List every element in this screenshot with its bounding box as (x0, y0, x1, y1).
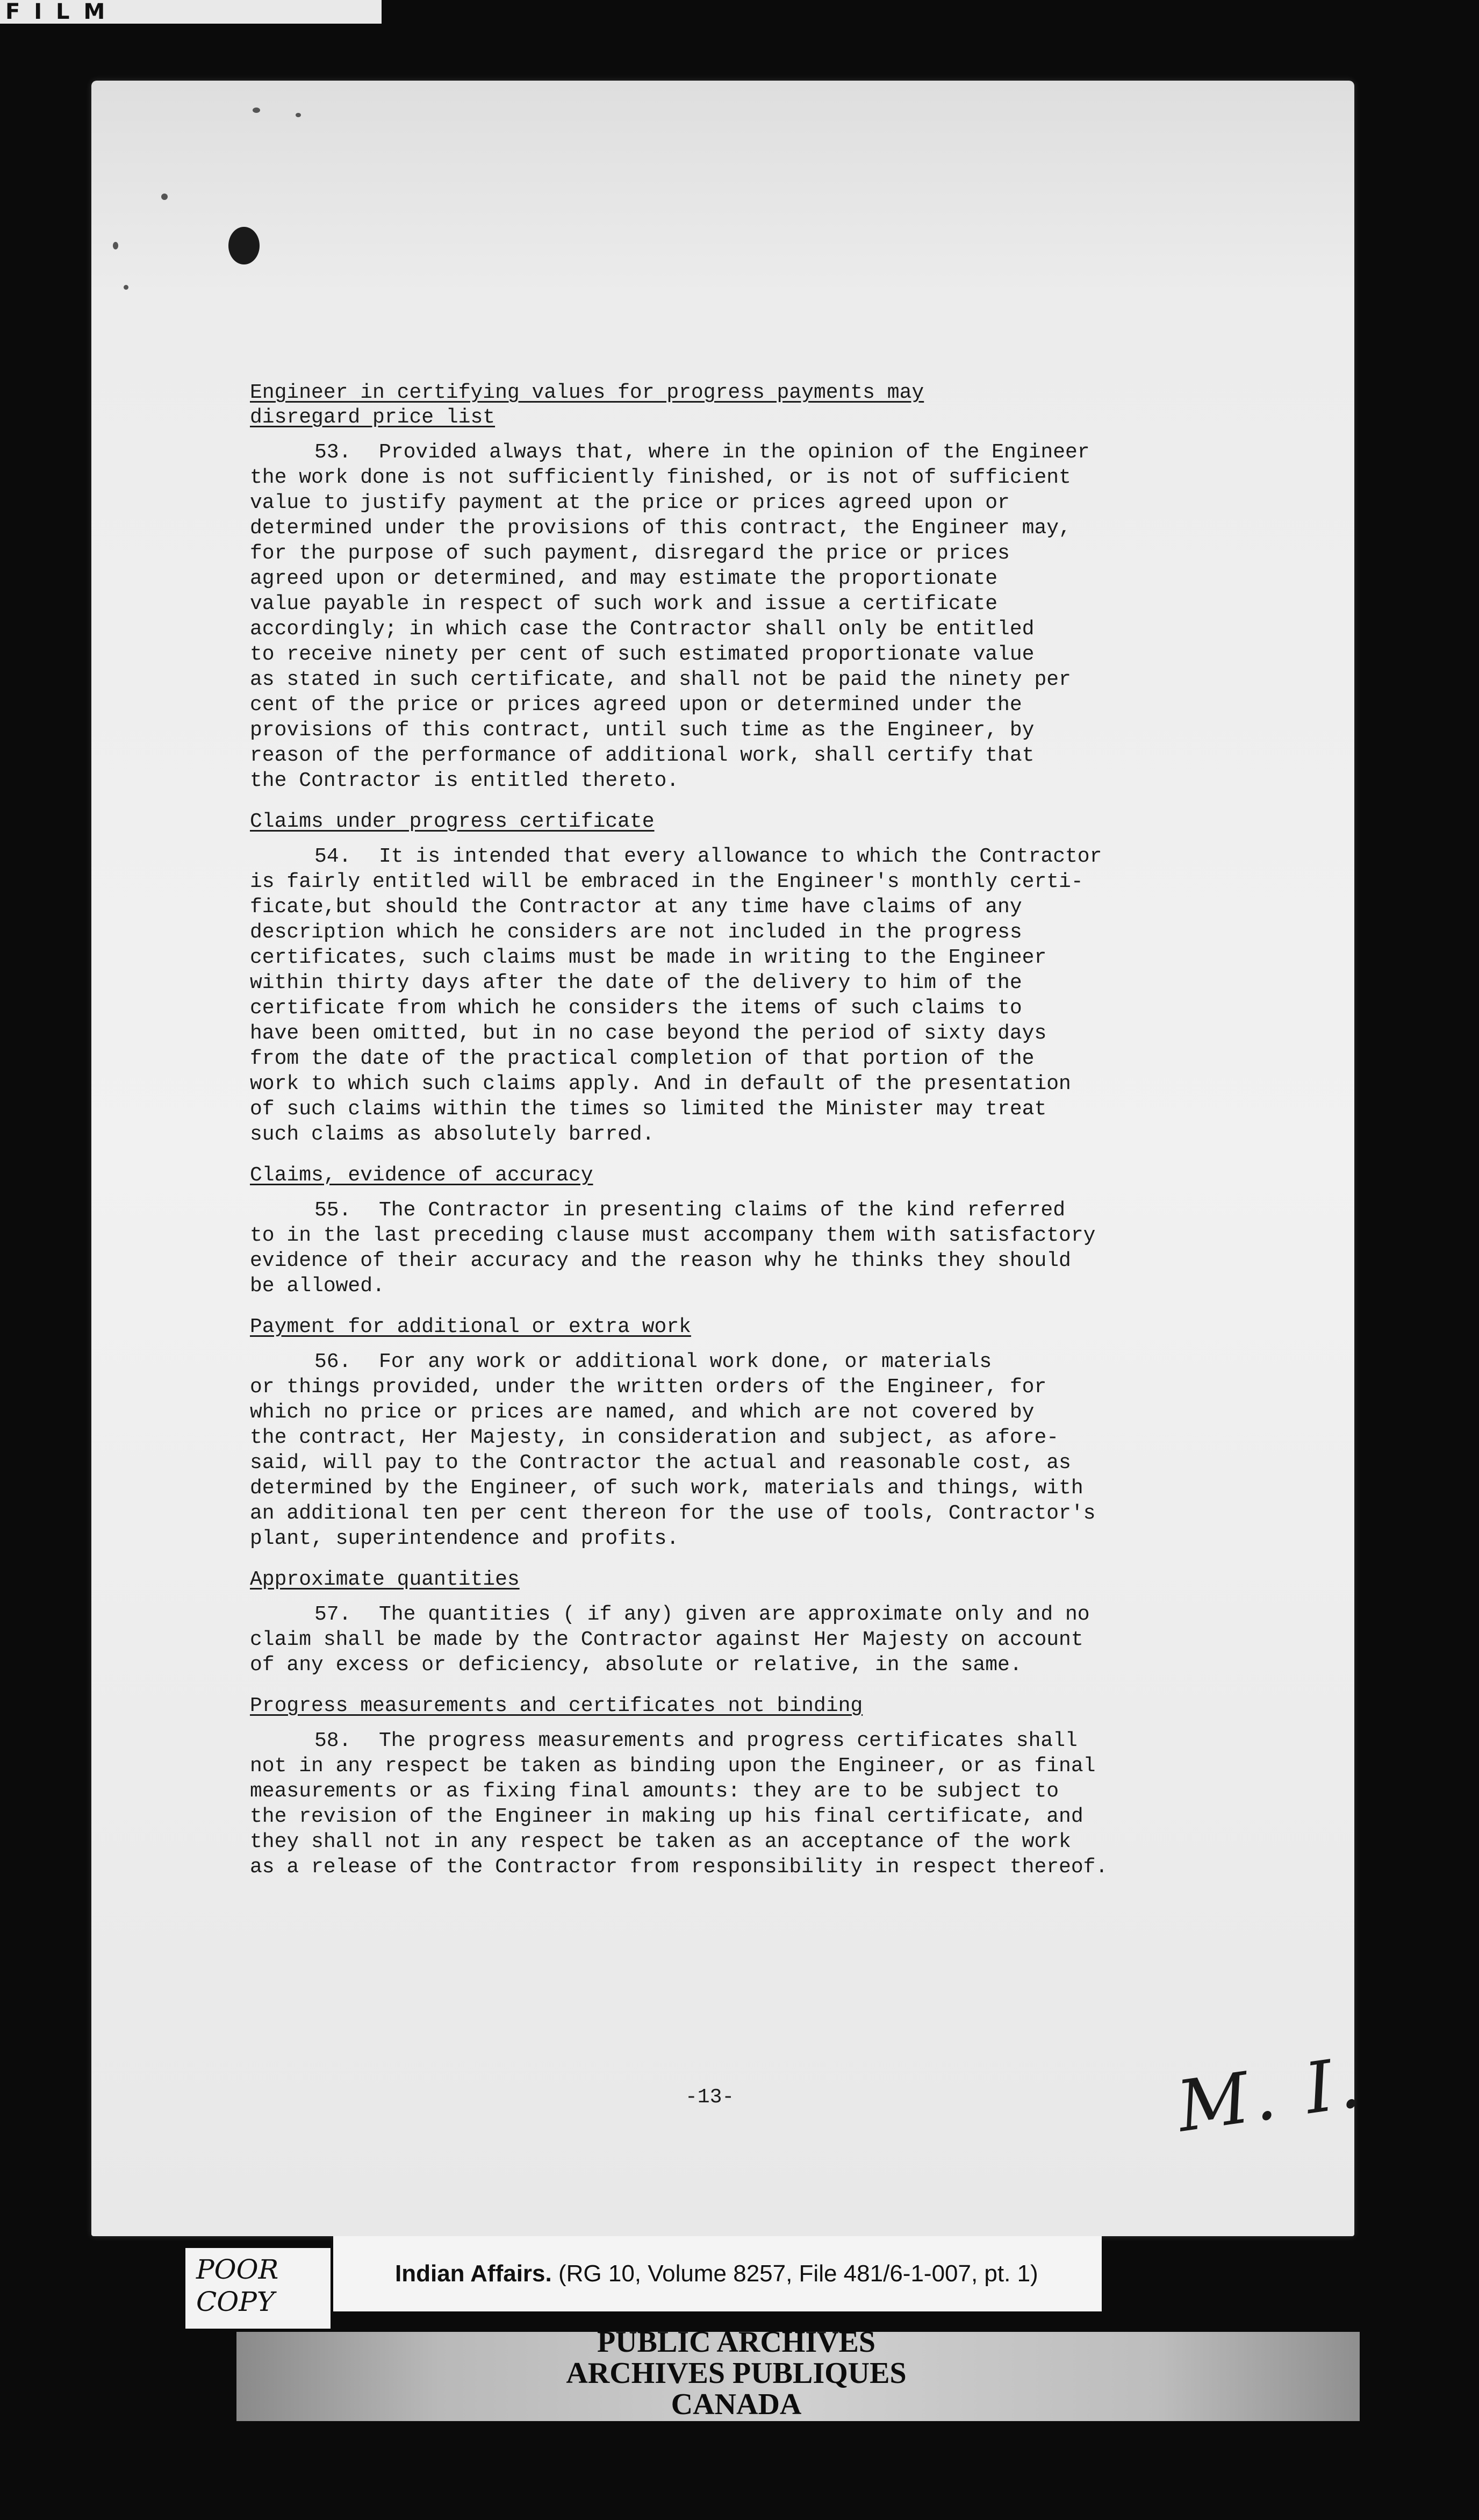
section-heading: Payment for additional or extra work (250, 1315, 691, 1338)
text-line: of such claims within the times so limited the Minister may treat (250, 1098, 1047, 1121)
text-line: certificates, such claims must be made in writing to the Engineer (250, 946, 1047, 969)
clause-number: 55. (314, 1199, 351, 1222)
text-line: is fairly entitled will be embraced in the Engineer's monthly certi- (250, 870, 1083, 893)
text-line: determined under the provisions of this contract, the Engineer may, (250, 517, 1071, 540)
text-line: reason of the performance of additional work, shall certify that (250, 744, 1035, 767)
ink-smudge (228, 227, 260, 264)
text-line: 56. For any work or additional work done, or materials (314, 1350, 992, 1373)
text-line: have been omitted, but in no case beyond the period of sixty days (250, 1022, 1047, 1045)
text-line: claim shall be made by the Contractor against Her Majesty on account (250, 1628, 1083, 1651)
section-53 (250, 381, 1217, 793)
film-header: F I L M (0, 0, 382, 24)
archive-stamp (473, 2326, 1000, 2420)
text-line: cent of the price or prices agreed upon or determined under the (250, 693, 1022, 717)
text-line: value to justify payment at the price or prices agreed upon or (250, 491, 1010, 514)
text-line: as a release of the Contractor from responsibility in respect thereof. (250, 1856, 1108, 1879)
clause-number: 58. (314, 1729, 351, 1752)
section-heading: Approximate quantities (250, 1568, 520, 1591)
text-line: they shall not in any respect be taken as an acceptance of the work (250, 1830, 1071, 1853)
text-line: the work done is not sufficiently finished, or is not of sufficient (250, 466, 1071, 489)
document-body (250, 381, 1217, 1896)
ink-speck (253, 108, 260, 113)
text-line: which no price or prices are named, and which are not covered by (250, 1401, 1035, 1424)
reference-title: Indian Affairs. (395, 2260, 552, 2287)
text-line: value payable in respect of such work and issue a certificate (250, 592, 998, 615)
text-line: for the purpose of such payment, disregard the price or prices (250, 542, 1010, 565)
section-heading: Engineer in certifying values for progress payments may disregard price list (250, 381, 924, 429)
text-line: to in the last preceding clause must accompany them with satisfactory (250, 1224, 1096, 1247)
text-line: an additional ten per cent thereon for the use of tools, Contractor's (250, 1502, 1096, 1525)
clause-number: 54. (314, 845, 351, 868)
text-line: plant, superintendence and profits. (250, 1527, 679, 1550)
section-heading: Claims under progress certificate (250, 810, 655, 833)
text-line: certificate from which he considers the items of such claims to (250, 997, 1022, 1020)
text-line: the revision of the Engineer in making up his final certificate, and (250, 1805, 1083, 1828)
ink-speck (124, 285, 128, 290)
ink-speck (113, 242, 118, 249)
section-55 (250, 1163, 1217, 1299)
ink-speck (161, 194, 168, 200)
text-line: as stated in such certificate, and shall not be paid the ninety per (250, 668, 1071, 691)
text-line: within thirty days after the date of the delivery to him of the (250, 971, 1022, 994)
text-line: such claims as absolutely barred. (250, 1123, 655, 1146)
text-line: evidence of their accuracy and the reason why he thinks they should (250, 1249, 1071, 1272)
text-line: description which he considers are not included in the progress (250, 921, 1022, 944)
text-line: of any excess or deficiency, absolute or relative, in the same. (250, 1653, 1022, 1677)
handwritten-initials: M. I. (1172, 2041, 1369, 2148)
text-line: work to which such claims apply. And in default of the presentation (250, 1072, 1071, 1096)
text-line: or things provided, under the written orders of the Engineer, for (250, 1376, 1047, 1399)
text-line: to receive ninety per cent of such estimated proportionate value (250, 643, 1035, 666)
section-text (250, 1728, 1217, 1880)
page-number: -13- (685, 2086, 735, 2109)
text-line: agreed upon or determined, and may estimate the proportionate (250, 567, 998, 590)
section-text (250, 1198, 1217, 1299)
text-line: 53. Provided always that, where in the opinion of the Engineer (314, 441, 1090, 464)
text-line: provisions of this contract, until such time as the Engineer, by (250, 719, 1035, 742)
section-heading: Claims, evidence of accuracy (250, 1164, 593, 1187)
clause-number: 53. (314, 441, 351, 464)
text-line: ficate,but should the Contractor at any time have claims of any (250, 896, 1022, 919)
text-line: be allowed. (250, 1275, 385, 1298)
text-line: from the date of the practical completion of that portion of the (250, 1047, 1035, 1070)
poor-copy-note: POOR COPY (185, 2248, 331, 2329)
archive-reference-label (333, 2236, 1102, 2311)
text-line: the Contractor is entitled thereto. (250, 769, 679, 792)
section-57 (250, 1567, 1217, 1678)
text-line: accordingly; in which case the Contractor shall only be entitled (250, 618, 1035, 641)
section-text (250, 1349, 1217, 1551)
ink-speck (296, 113, 301, 117)
text-line: 57. The quantities ( if any) given are approximate only and no (314, 1603, 1090, 1626)
clause-number: 57. (314, 1603, 351, 1626)
section-heading: Progress measurements and certificates not binding (250, 1694, 863, 1717)
section-text (250, 844, 1217, 1147)
section-54 (250, 810, 1217, 1147)
text-line: not in any respect be taken as binding upon the Engineer, or as final (250, 1755, 1096, 1778)
text-line: measurements or as fixing final amounts: they are to be subject to (250, 1780, 1059, 1803)
text-line: 54. It is intended that every allowance to which the Contractor (314, 845, 1102, 868)
section-text (250, 1602, 1217, 1678)
text-line: the contract, Her Majesty, in consideration and subject, as afore- (250, 1426, 1059, 1449)
stamp-line: PUBLIC ARCHIVES (597, 2325, 876, 2359)
clause-number: 56. (314, 1350, 351, 1373)
reference-detail: (RG 10, Volume 8257, File 481/6-1-007, pt. 1) (551, 2260, 1038, 2287)
text-line: said, will pay to the Contractor the actual and reasonable cost, as (250, 1451, 1071, 1474)
text-line: 58. The progress measurements and progress certificates shall (314, 1729, 1078, 1752)
section-56 (250, 1315, 1217, 1551)
stamp-line: ARCHIVES PUBLIQUES (566, 2357, 907, 2390)
stamp-line: CANADA (671, 2388, 802, 2421)
text-line: 55. The Contractor in presenting claims of the kind referred (314, 1199, 1066, 1222)
section-text (250, 440, 1217, 793)
section-58 (250, 1694, 1217, 1880)
text-line: determined by the Engineer, of such work, materials and things, with (250, 1477, 1083, 1500)
